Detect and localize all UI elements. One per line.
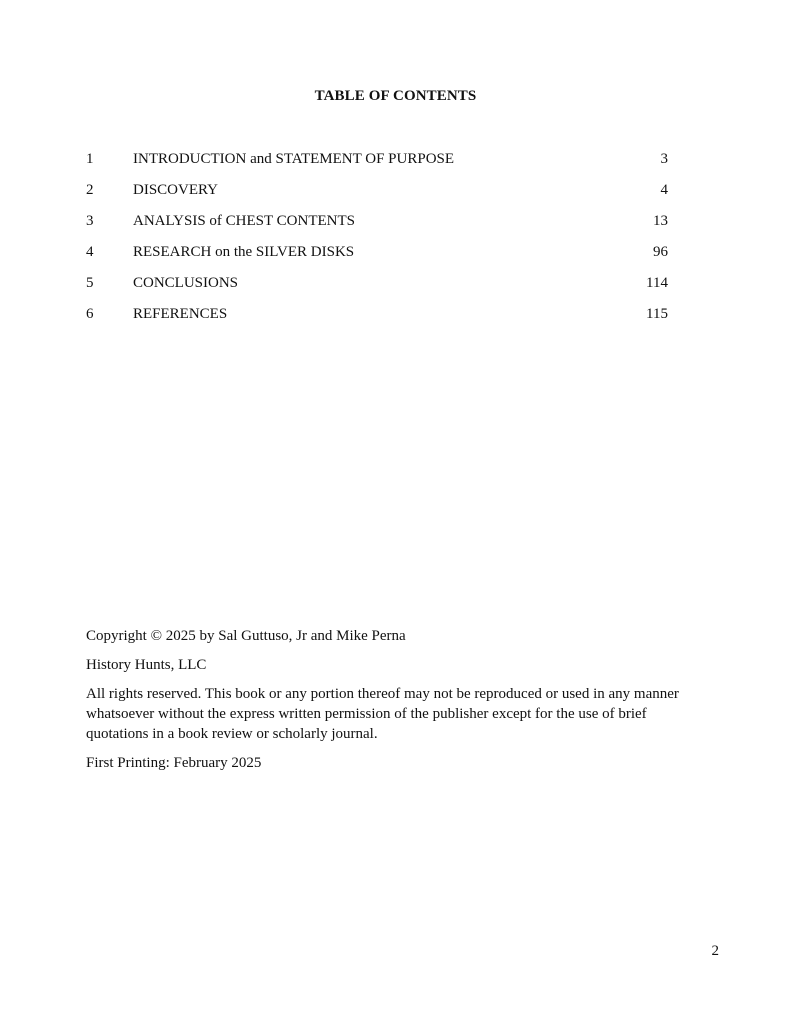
copyright-block	[86, 626, 706, 782]
toc-entry[interactable]	[86, 180, 668, 211]
printing-info: First Printing: February 2025	[86, 755, 262, 771]
toc-entry-number: 4	[86, 244, 94, 260]
copyright-notice: Copyright © 2025 by Sal Guttuso, Jr and Mike Perna	[86, 628, 406, 644]
toc-entry[interactable]	[86, 242, 668, 273]
toc-entry-number: 2	[86, 182, 94, 198]
toc-entry-label: REFERENCES	[133, 306, 228, 322]
rights-statement: All rights reserved. This book or any portion thereof may not be reproduced or used in any manner whatsoever without the express written permission of the publisher except for the use of brief quotations in a book review or scholarly journal.	[86, 686, 679, 742]
toc-entry-page: 13	[653, 213, 668, 229]
toc-entry-page: 3	[660, 151, 668, 167]
toc-entry-label: DISCOVERY	[133, 182, 219, 198]
toc-entry[interactable]	[86, 211, 668, 242]
toc-entry-page: 114	[646, 275, 668, 291]
toc-entry-number: 6	[86, 306, 94, 322]
toc-entry-page: 4	[660, 182, 668, 198]
toc-entry-label: ANALYSIS of CHEST CONTENTS	[133, 213, 355, 229]
toc-entry-page: 96	[653, 244, 668, 260]
toc-entry-label: INTRODUCTION and STATEMENT OF PURPOSE	[133, 151, 455, 167]
toc-entry-label: CONCLUSIONS	[133, 275, 239, 291]
toc-entry-number: 1	[86, 151, 94, 167]
toc-entry[interactable]	[86, 149, 668, 180]
toc-entry-number: 5	[86, 275, 94, 291]
toc-entry-page: 115	[646, 306, 668, 322]
publisher-name: History Hunts, LLC	[86, 657, 207, 673]
toc-entry-number: 3	[86, 213, 94, 229]
toc-entry[interactable]	[86, 304, 668, 335]
toc-entry[interactable]	[86, 273, 668, 304]
toc-entry-label: RESEARCH on the SILVER DISKS	[133, 244, 355, 260]
toc-list	[86, 149, 668, 335]
page-number: 2	[711, 943, 719, 959]
toc-title: TABLE OF CONTENTS	[314, 88, 477, 104]
